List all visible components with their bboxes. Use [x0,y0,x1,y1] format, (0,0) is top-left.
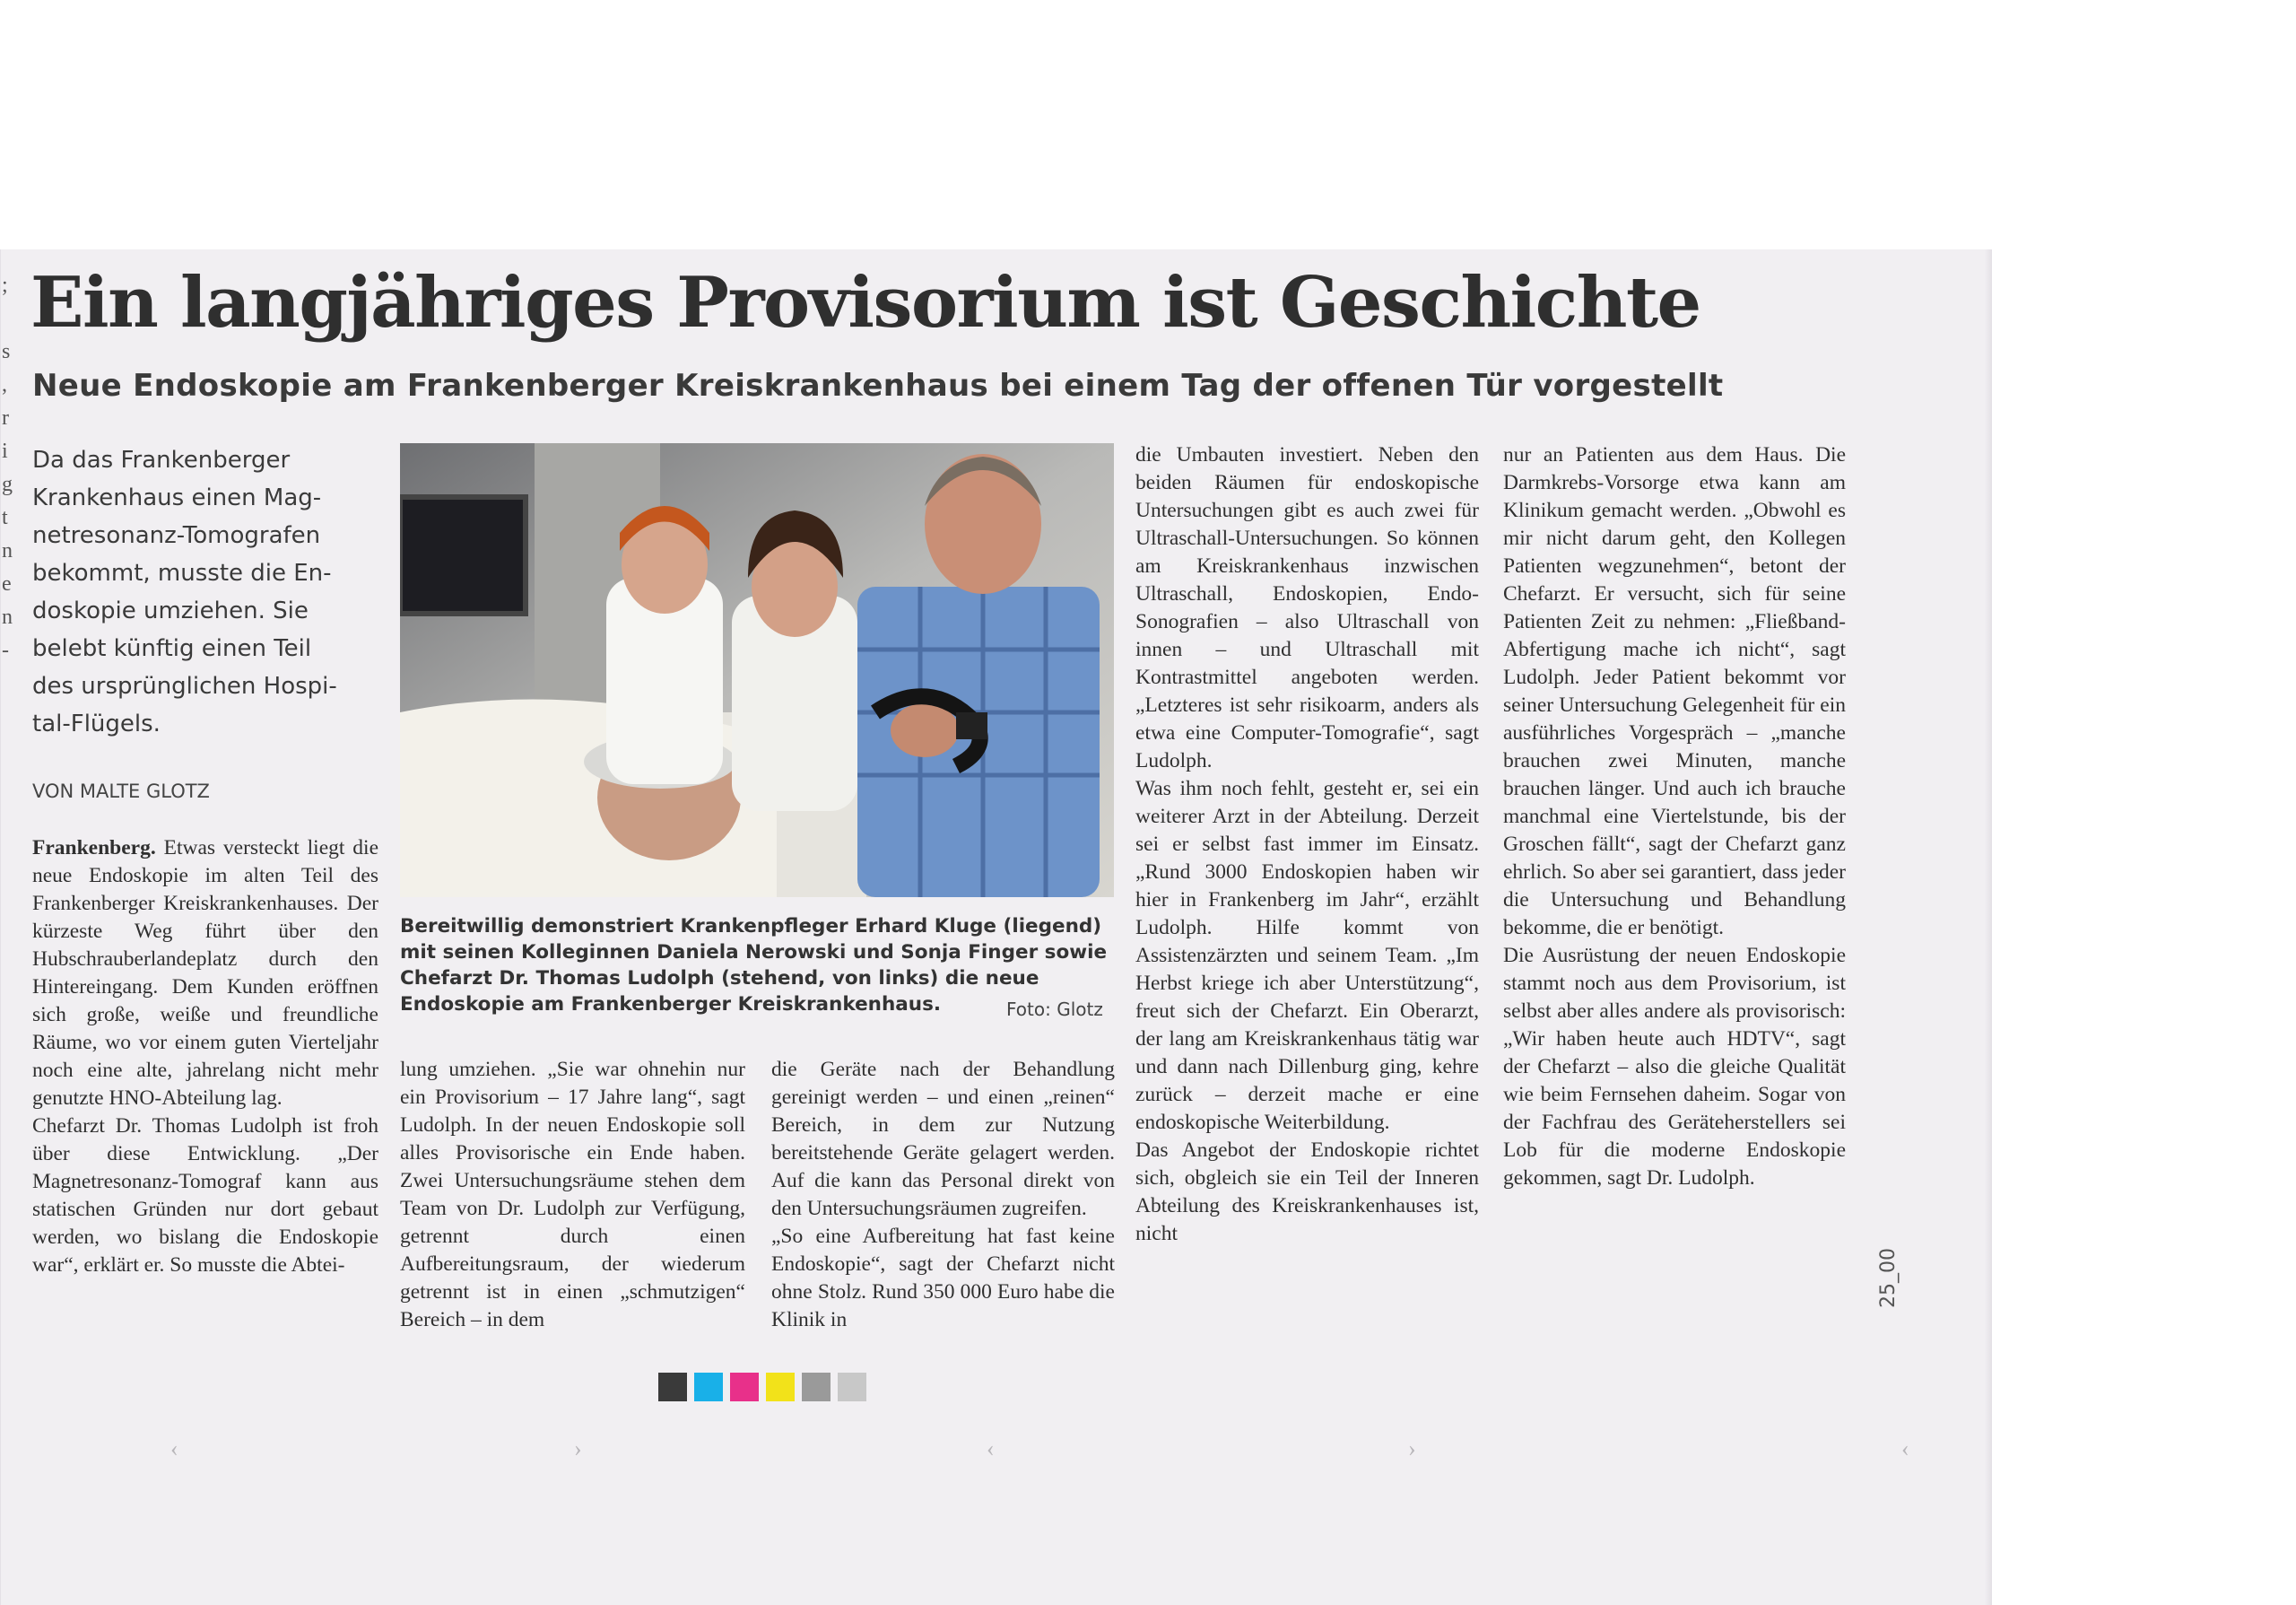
article-column-2: lung umziehen. „Sie war ohnehin nur ein Provisorium – 17 Jahre lang“, sagt Ludolph. In der neuen Endoskopie soll alles Provisorische ein Ende haben. Zwei Untersuchungsräume stehen dem Team von Dr. Ludolph zur Verfügung, getrennt durch einen Aufbereitungsraum, der wiederum getrennt ist in einen „schmutzigen“ Bereich – in dem [400,1058,745,1331]
previous-article-edge: ; s , r i g t n e n - [2,274,13,662]
photo-illustration [400,443,1114,897]
color-swatch-magenta [730,1373,759,1401]
color-swatch-yellow [766,1373,795,1401]
photo-credit: Foto: Glotz [1006,999,1103,1020]
byline: VON MALTE GLOTZ [32,781,210,802]
column-1-text: Etwas versteckt liegt die neue Endoskopie im alten Teil des Frankenberger Kreiskrankenhauses. Der kürzeste Weg führt über den Hubschrauberlandeplatz durch den Hintereingang. Dem Kunden eröffnen sich große, weiße und freundliche Räume, wo vor einem guten Vierteljahr noch eine alte, jahrelang nicht mehr genutzte HNO-Abteilung lag. Chefarzt Dr. Thomas Ludolph ist froh über diese Entwicklung. „Der Magnetresonanz-Tomograf kann aus statischen Gründen nur dort gebaut werden, wo bislang die Endoskopie war“, erklärt er. So musste die Abtei- [32,836,378,1277]
teaser-text: Da das Frankenberger Krankenhaus einen Mag- netresonanz-Tomografen bekommt, musste die En- doskopie umziehen. Sie belebt künftig einen Teil des ursprünglichen Hospi- tal-Flügels. [32,447,337,737]
subheadline: Neue Endoskopie am Frankenberger Kreiskrankenhaus bei einem Tag der offenen Tür vorgestellt [32,368,1724,404]
article-column-1 [32,834,378,1279]
show-through-marks: ‹ › ‹ › ‹ [170,1435,1909,1461]
color-swatch-cyan [694,1373,723,1401]
color-swatch-black [658,1373,687,1401]
print-color-bar [658,1373,866,1401]
color-swatch-gray [802,1373,831,1401]
headline: Ein langjähriges Provisorium ist Geschichte [30,262,1700,344]
article-column-4: die Umbauten investiert. Neben den beiden Räumen für endoskopische Untersuchungen gibt es auch zwei für Ultraschall-Untersuchungen. So können am Kreiskrankenhaus inzwischen Ultraschall, Endoskopien, Endo-Sonografien – also Ultraschall von innen – und Ultraschall mit Kontrastmittel angeboten werden. „Letzteres ist sehr risikoarm, anders als etwa eine Computer-Tomografie“, sagt Ludolph. Was ihm noch fehlt, gesteht er, sei ein weiterer Arzt in der Abteilung. Derzeit sei er selbst fast immer im Einsatz. „Rund 3000 Endoskopien haben wir hier in Frankenberg im Jahr“, erzählt Ludolph. Hilfe kommt von Assistenzärzten und seinem Team. „Im Herbst kriege ich aber Unterstützung“, freut sich der Chefarzt. Ein Oberarzt, der lang am Kreiskrankenhaus tätig war und dann nach Dillenburg ging, kehre zurück – derzeit mache er eine endoskopische Weiterbildung. Das Angebot der Endoskopie richtet sich, obgleich sie ein Teil der Inneren Abteilung des Kreiskrankenhauses ist, nicht [1135,443,1479,1245]
article-column-3: die Geräte nach der Behandlung gereinigt werden – und einen „reinen“ Bereich, in dem zur Nutzung bereitstehende Geräte gelagert werden. Auf die kann das Personal direkt von den Untersuchungsräumen zugreifen. „So eine Aufbereitung hat fast keine Endoskopie“, sagt der Chefarzt nicht ohne Stolz. Rund 350 000 Euro habe die Klinik in [771,1058,1115,1331]
photo-caption: Bereitwillig demonstriert Krankenpfleger Erhard Kluge (liegend) mit seinen Kolleginnen Daniela Nerowski und Sonja Finger sowie Chefarzt Dr. Thomas Ludolph (stehend, von links) die neue Endoskopie am Frankenberger Kreiskrankenhaus. [400,915,1108,1016]
color-swatch-light-gray [838,1373,866,1401]
dateline: Frankenberg. [32,836,156,859]
page-code: 25_00 [1877,1248,1900,1308]
article-column-5: nur an Patienten aus dem Haus. Die Darmkrebs-Vorsorge etwa kann am Klinikum gemacht werden. „Obwohl es mir nicht darum geht, den Kollegen Patienten wegzunehmen“, betont der Chefarzt. Er versucht, sich für seine Patienten Zeit zu nehmen: „Fließband-Abfertigung mache ich nicht“, sagt Ludolph. Jeder Patient bekommt vor seiner Untersuchung Gelegenheit für ein ausführliches Vorgespräch – „manche brauchen zwei Minuten, manche brauchen länger. Und auch ich brauche manchmal eine Viertelstunde, bis der Groschen fällt“, sagt der Chefarzt ganz ehrlich. So aber sei garantiert, dass jeder die Untersuchung und Behandlung bekomme, die er benötigt. Die Ausrüstung der neuen Endoskopie stammt noch aus dem Provisorium, ist selbst aber alles andere als provisorisch: „Wir haben heute auch HDTV“, sagt der Chefarzt – also die gleiche Qualität wie beim Fernsehen daheim. Sogar von der Fachfrau des Geräteherstellers sei Lob für die moderne Endoskopie gekommen, sagt Dr. Ludolph. [1503,443,1846,1190]
article-photo [400,443,1114,897]
